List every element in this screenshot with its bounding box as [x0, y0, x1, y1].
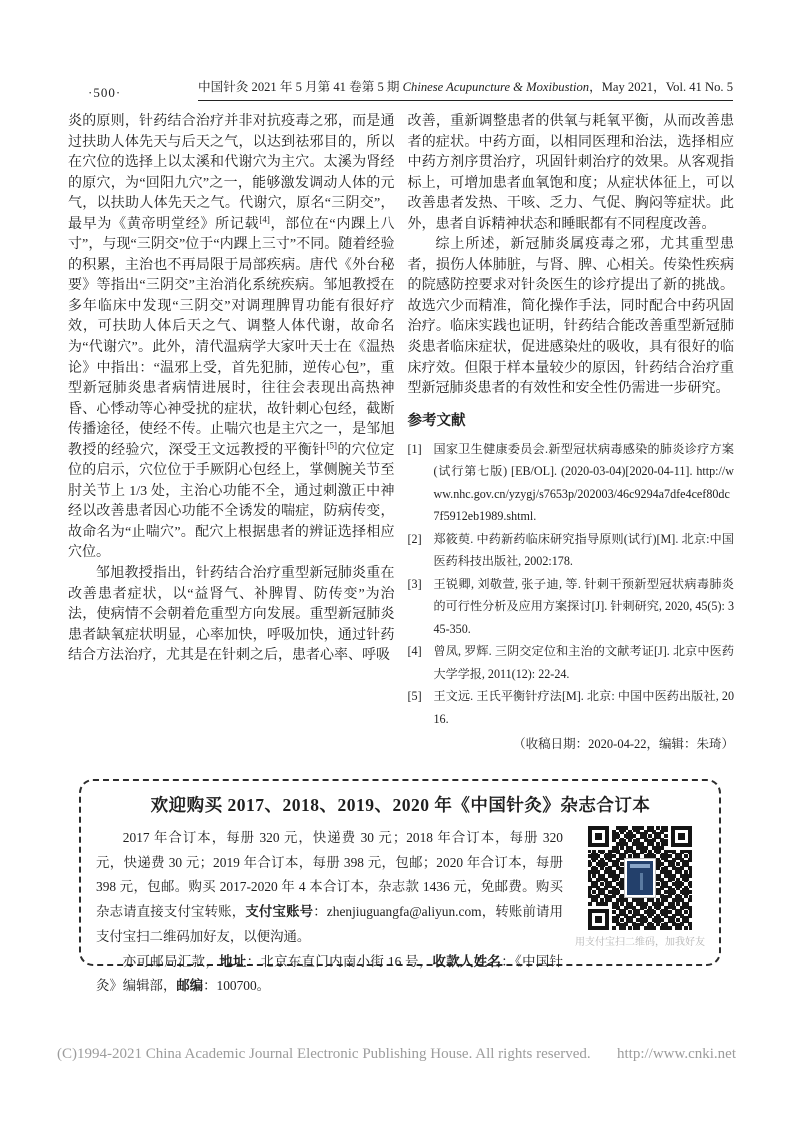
reference-number: [3]: [407, 576, 422, 591]
ad-content: [96, 826, 705, 999]
reference-item: [408, 573, 735, 641]
qr-finder-icon: [671, 826, 692, 847]
reference-text: 王锐卿, 刘敬萱, 张子迪, 等. 针刺干预新型冠状病毒肺炎的可行性分析及应用方案探讨[J]. 针刺研究, 2020, 45(5): 345-350.: [433, 576, 734, 636]
journal-header-line: [198, 76, 733, 101]
citation-superscript: [4]: [259, 214, 270, 225]
left-column: [68, 112, 395, 754]
journal-title-zh: 中国针灸 2021 年 5 月第 41 卷第 5 期: [198, 80, 403, 94]
reference-text: 王文远. 王氏平衡针疗法[M]. 北京: 中国中医药出版社, 2016.: [433, 689, 734, 726]
page-footer: [57, 1046, 736, 1063]
paragraph-treatment-principle: 炎的原则，针药结合治疗并非对抗疫毒之邪，而是通过扶助人体先天与后天之气，以达到祛邪目的，所以在穴位的选择上以太溪和代谢穴为主穴。太溪为肾经的原穴，为“回阳九穴”之一，能够激发调动人体的元气，以扶助人体先天之气。代谢穴，原名“三阴交”，最早为《黄帝明堂经》所记载[4]，部位在“内踝上八寸”，与现“三阴交”位于“内踝上三寸”不同。随着经验的积累，主治也不再局限于局部疾病。唐代《外台秘要》等指出“三阴交”主治消化系统疾病。邹旭教授在多年临床中发现“三阴交”对调理脾胃功能有很好疗效，可扶助人体后天之气、调整人体代谢，故命名为“代谢穴”。此外，清代温病学大家叶天士在《温热论》中指出：“温邪上受，首先犯肺，逆传心包”，重型新冠肺炎患者病情进展时，往往会表现出高热神昏、心悸动等心神受扰的症状，故针刺心包经，截断传播途径，使经不传。止喘穴也是主穴之一，是邹旭教授的经验穴，深受王文远教授的平衡针[5]的穴位定位的启示，穴位位于手厥阴心包经上，掌侧腕关节至肘关节上 1/3 处，主治心功能不全，通过刺激正中神经以改善患者因心功能不全诱发的喘症，防病传变，故命名为“止喘穴”。配穴上根据患者的辨证选择相应穴位。: [68, 114, 395, 561]
ad-paragraph-prices: 2017 年合订本，每册 320 元，快递费 30 元；2018 年合订本，每册 320 元，快递费 30 元；2019 年合订本，每册 398 元，包邮；2020 年合订本，每册 398 元，包邮。购买 2017-2020 年 4 本合订本，杂志款 1436 元，免邮费。购买杂志请直接支付宝转账，支付宝账号：zhenjiuguangfa@aliyun.com，转账前请用支付宝扫二维码加好友，以便沟通。: [96, 830, 564, 944]
page-number: ·500·: [88, 85, 122, 100]
qr-code-block: [575, 826, 705, 999]
reference-item: [408, 685, 735, 730]
alipay-account-label: 支付宝账号: [245, 904, 314, 920]
address-label: 地址: [219, 953, 247, 969]
reference-item: [408, 640, 735, 685]
qr-finder-icon: [588, 826, 609, 847]
right-column: [408, 112, 735, 754]
reference-number: [4]: [407, 644, 422, 659]
paragraph-professor-zou: 邹旭教授指出，针药结合治疗重型新冠肺炎重在改善患者症状，以“益肾气、补脾胃、防传变”为治法，使病情不会朝着危重型方向发展。重型新冠肺炎患者缺氧症状明显，心率加快，呼吸加快，通过针药结合方法治疗，尤其是在针刺之后，患者心率、呼吸: [68, 566, 395, 664]
reference-number: [5]: [407, 689, 422, 704]
paragraph-effects: 改善，重新调整患者的供氧与耗氧平衡，从而改善患者的症状。中药方面，以相同医理和治法，选择相应中药方剂序贯治疗，巩固针刺治疗的效果。从客观指标上，可增加患者血氧饱和度；从症状体征上，可以改善患者发热、干咳、乏力、气促、胸闷等症状。此外，患者自诉精神状态和睡眠都有不同程度改善。: [407, 114, 734, 232]
subscription-ad-box: [79, 779, 721, 994]
reference-number: [2]: [407, 531, 422, 546]
ad-text: [96, 826, 575, 999]
citation-superscript: [5]: [326, 440, 338, 451]
qr-finder-icon: [588, 909, 609, 930]
alipay-qr-code-icon: [588, 826, 692, 930]
copyright-notice: (C)1994-2021 China Academic Journal Electronic Publishing House. All rights reserved.: [57, 1046, 591, 1062]
reference-item: [408, 528, 735, 573]
paragraph-conclusion: 综上所述，新冠肺炎属疫毒之邪，尤其重型患者，损伤人体肺脏，与肾、脾、心相关。传染性疾病的院感防控要求对针灸医生的诊疗提出了新的挑战。故选穴少而精准，简化操作手法，同时配合中药巩固治疗。临床实践也证明，针药结合能改善重型新冠肺炎患者临床症状，促进感染灶的吸收，具有很好的临床疗效。但限于样本量较少的原因，针药结合治疗重型新冠肺炎患者的有效性和安全性仍需进一步研究。: [407, 237, 734, 397]
payee-name-label: 收款人姓名: [432, 953, 502, 969]
reference-text: 曾凤, 罗辉. 三阴交定位和主治的文献考证[J]. 北京中医药大学学报, 2011(12): 22-24.: [433, 644, 734, 681]
reference-text: 国家卫生健康委员会.新型冠状病毒感染的肺炎诊疗方案(试行第七版) [EB/OL]. (2020-03-04)[2020-04-11]. http://www.nhc.gov.cn/yzygj/s7653p/202003/46c9294a7dfe4cef80dc7f5912eb1989.shtml.: [433, 441, 734, 524]
cnki-url: http://www.cnki.net: [616, 1046, 736, 1062]
references-heading: 参考文献: [407, 412, 466, 429]
journal-title-en: Chinese Acupuncture & Moxibustion: [402, 80, 590, 94]
reference-text: 郑筱萸. 中药新药临床研究指导原则(试行)[M]. 北京:中国医药科技出版社, 2002:178.: [433, 531, 734, 569]
qr-caption: 用支付宝扫二维码，加我好友: [575, 937, 705, 948]
ad-paragraph-postal: 亦可邮局汇款，地址：北京东直门内南小街 16 号，收款人姓名：《中国针灸》编辑部，邮编：100700。: [96, 953, 563, 994]
ad-title: 欢迎购买 2017、2018、2019、2020 年《中国针灸》杂志合订本: [150, 795, 651, 815]
received-date-note: （收稿日期：2020-04-22，编辑：朱琦）: [513, 737, 734, 752]
page-header: [88, 76, 733, 101]
journal-cover-thumbnail: [625, 859, 655, 897]
reference-number: [1]: [407, 441, 422, 456]
reference-item: [408, 438, 735, 528]
journal-issue-info: ，May 2021，Vol. 41 No. 5: [589, 80, 733, 94]
zip-code-label: 邮编: [176, 978, 204, 994]
article-body: [68, 112, 734, 754]
